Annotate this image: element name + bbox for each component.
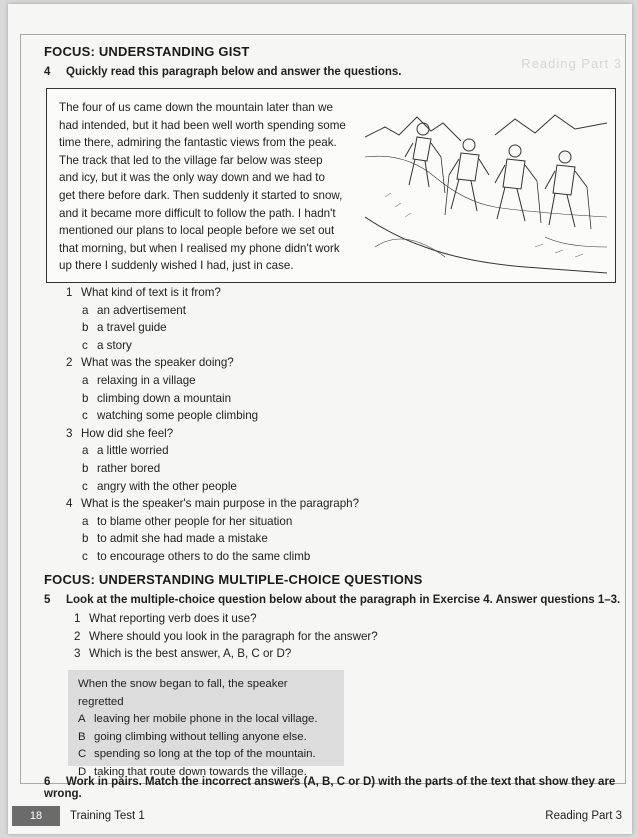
passage-line: get there before dark. Then suddenly it started to snow, bbox=[59, 188, 343, 202]
question-text: What reporting verb does it use? bbox=[89, 612, 257, 625]
sub-question bbox=[74, 645, 378, 663]
answer-option bbox=[66, 390, 626, 408]
option-letter: c bbox=[82, 549, 88, 563]
option-letter: c bbox=[82, 338, 88, 352]
question-item bbox=[66, 354, 626, 372]
answer-option bbox=[66, 407, 626, 425]
option-text: climbing down a mountain bbox=[97, 391, 232, 405]
option-text: to encourage others to do the same climb bbox=[97, 549, 311, 563]
option-letter: c bbox=[82, 479, 88, 493]
sub-question bbox=[74, 628, 378, 646]
answer-option bbox=[66, 319, 626, 337]
option-letter: a bbox=[82, 444, 89, 458]
instruction-text: Quickly read this paragraph below and answer the questions. bbox=[66, 66, 402, 78]
mc-option bbox=[78, 729, 334, 747]
option-text: a little worried bbox=[97, 444, 169, 458]
passage-line: and it became more difficult to follow the path. I hadn't bbox=[59, 206, 336, 220]
answer-option bbox=[66, 372, 626, 390]
question-text: How did she feel? bbox=[81, 426, 174, 440]
option-text: relaxing in a village bbox=[97, 373, 196, 387]
mc-stem: When the snow began to fall, the speaker regretted bbox=[78, 678, 288, 708]
answer-option bbox=[66, 337, 626, 355]
reporting-questions bbox=[74, 610, 378, 663]
question-number: 3 bbox=[66, 426, 73, 440]
reading-passage bbox=[59, 99, 359, 275]
option-letter: c bbox=[82, 409, 88, 423]
answer-option bbox=[66, 513, 626, 531]
sub-question bbox=[74, 610, 378, 628]
answer-option bbox=[66, 530, 626, 548]
exercise-6-instruction bbox=[44, 776, 632, 800]
option-letter: b bbox=[82, 532, 89, 546]
question-number: 2 bbox=[66, 356, 73, 370]
section-heading-gist: FOCUS: UNDERSTANDING GIST bbox=[44, 44, 250, 59]
passage-line: time there, admiring the fantastic views from the peak. bbox=[59, 136, 337, 150]
question-item bbox=[66, 495, 626, 513]
answer-option bbox=[66, 548, 626, 566]
instruction-text: Look at the multiple-choice question below about the paragraph in Exercise 4. Answer questions 1–3. bbox=[66, 594, 621, 606]
option-text: a travel guide bbox=[97, 321, 167, 335]
passage-line: up there I suddenly wished I had, just in case. bbox=[59, 259, 294, 273]
question-text: What is the speaker's main purpose in the paragraph? bbox=[81, 497, 360, 511]
option-text: watching some people climbing bbox=[97, 409, 259, 423]
answer-option bbox=[66, 442, 626, 460]
mc-option bbox=[78, 746, 334, 764]
workbook-page bbox=[8, 4, 632, 834]
multiple-choice-box bbox=[68, 670, 344, 778]
option-text: to blame other people for her situation bbox=[97, 514, 293, 528]
reading-passage-box bbox=[46, 88, 616, 283]
option-letter: b bbox=[82, 391, 89, 405]
option-text: rather bored bbox=[97, 461, 161, 475]
footer-left-title: Training Test 1 bbox=[70, 810, 145, 822]
question-text: What kind of text is it from? bbox=[81, 286, 221, 299]
answer-option bbox=[66, 460, 626, 478]
answer-option bbox=[66, 478, 626, 496]
option-letter: B bbox=[78, 730, 86, 743]
option-letter: D bbox=[78, 765, 87, 778]
page-footer bbox=[8, 806, 632, 826]
question-item bbox=[66, 425, 626, 443]
question-text: What was the speaker doing? bbox=[81, 356, 234, 370]
option-text: angry with the other people bbox=[97, 479, 237, 493]
option-letter: a bbox=[82, 514, 89, 528]
gist-questions bbox=[66, 284, 626, 566]
option-letter: a bbox=[82, 303, 89, 317]
passage-line: had intended, but it had been well worth spending some bbox=[59, 118, 346, 132]
question-text: Where should you look in the paragraph for the answer? bbox=[89, 629, 378, 643]
question-item bbox=[66, 284, 626, 302]
exercise-number: 5 bbox=[44, 594, 51, 606]
question-number: 1 bbox=[74, 612, 81, 625]
page-number: 18 bbox=[12, 806, 60, 826]
mountain-climbers-illustration bbox=[365, 97, 607, 275]
option-text: leaving her mobile phone in the local village. bbox=[94, 713, 318, 726]
exercise-number: 4 bbox=[44, 66, 51, 78]
option-letter: A bbox=[78, 713, 86, 726]
passage-line: mentioned our plans to local people before we set out bbox=[59, 224, 335, 238]
question-number: 1 bbox=[66, 286, 73, 299]
exercise-number: 6 bbox=[44, 776, 51, 788]
option-letter: b bbox=[82, 461, 89, 475]
question-text: Which is the best answer, A, B, C or D? bbox=[89, 647, 292, 661]
option-letter: C bbox=[78, 748, 87, 761]
option-text: spending so long at the top of the mountain. bbox=[94, 748, 316, 761]
footer-right-title: Reading Part 3 bbox=[545, 810, 622, 822]
exercise-4-instruction bbox=[44, 66, 402, 78]
passage-line: that morning, but when I realised my phone didn't work bbox=[59, 241, 340, 255]
answer-option bbox=[66, 302, 626, 320]
passage-line: The four of us came down the mountain later than we bbox=[59, 101, 333, 114]
section-heading-multiple-choice: FOCUS: UNDERSTANDING MULTIPLE-CHOICE QUESTIONS bbox=[44, 572, 423, 587]
question-number: 4 bbox=[66, 497, 73, 511]
passage-line: and icy, but it was the only way down and we had to bbox=[59, 171, 325, 185]
passage-line: The track that led to the village far below was steep bbox=[59, 153, 323, 167]
show-through-text: Reading Part 3 bbox=[521, 56, 622, 71]
question-number: 2 bbox=[74, 629, 81, 643]
option-text: an advertisement bbox=[97, 303, 186, 317]
exercise-5-instruction bbox=[44, 594, 620, 606]
instruction-text: Work in pairs. Match the incorrect answers (A, B, C or D) with the parts of the text that show they are wrong. bbox=[44, 776, 616, 800]
option-text: to admit she had made a mistake bbox=[97, 532, 268, 546]
option-text: taking that route down towards the village. bbox=[94, 765, 307, 778]
option-text: going climbing without telling anyone else. bbox=[94, 730, 307, 743]
option-letter: a bbox=[82, 373, 89, 387]
question-number: 3 bbox=[74, 647, 81, 661]
mc-option bbox=[78, 711, 334, 729]
option-letter: b bbox=[82, 321, 89, 335]
option-text: a story bbox=[97, 338, 132, 352]
